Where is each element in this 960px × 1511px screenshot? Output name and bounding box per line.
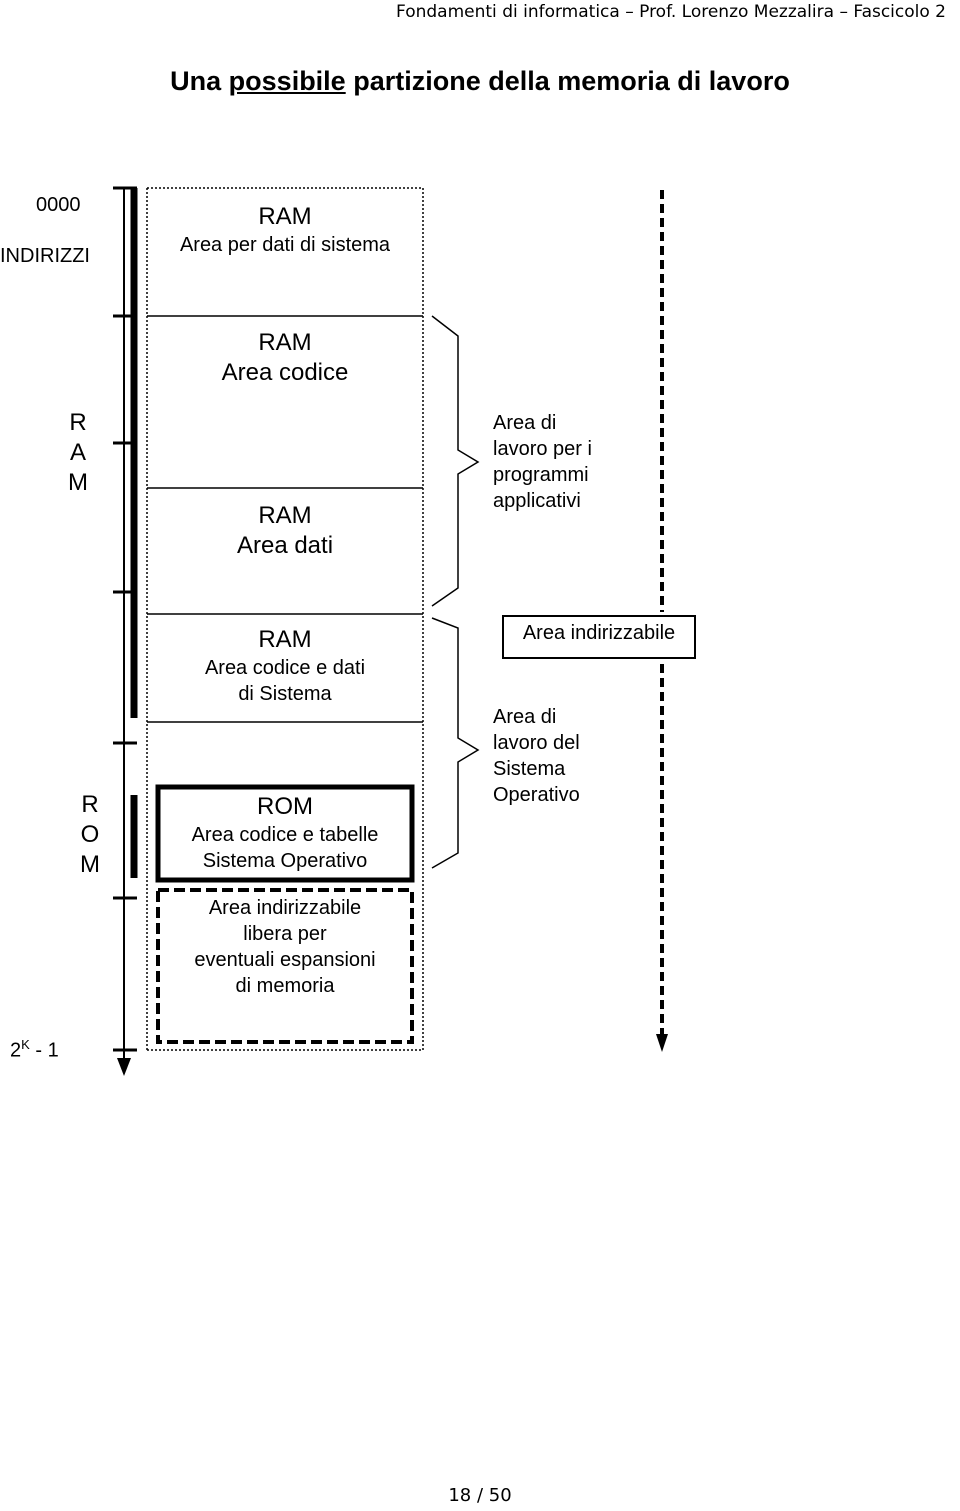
addressable-area-box: Area indirizzabile — [502, 615, 696, 659]
page-number: 18 / 50 — [448, 1485, 512, 1506]
address-axis-label: INDIRIZZI — [0, 245, 90, 267]
address-axis-arrow-icon — [117, 1058, 131, 1076]
block-free-area: Area indirizzabile libera per eventuali espansioni di memoria — [194, 897, 376, 997]
page-header: Fondamenti di informatica – Prof. Lorenzo Mezzalira – Fascicolo 2 — [396, 2, 946, 22]
block-data: RAM Area dati — [236, 502, 334, 559]
app-area-brace — [432, 316, 478, 606]
os-work-area-label: Area di lavoro del Sistema Operativo — [493, 706, 580, 806]
block-code: RAM Area codice — [221, 329, 349, 386]
end-address: $2^K - 1$ — [10, 1037, 59, 1062]
page-title: Una possibile partizione della memoria di lavoro — [170, 66, 790, 96]
rom-zone-label: R O M — [80, 791, 100, 878]
ram-zone-label: R A M — [68, 409, 88, 496]
block-os-rom: ROM Area codice e tabelle Sistema Operativo — [191, 793, 379, 872]
addressable-arrow-icon — [656, 1034, 668, 1052]
block-os-ram: RAM Area codice e dati di Sistema — [204, 626, 366, 705]
app-work-area-label: Area di lavoro per i programmi applicativi — [493, 412, 592, 512]
start-address: 0000 — [36, 194, 81, 216]
os-area-brace — [432, 618, 478, 868]
block-system-data: RAM Area per dati di sistema — [179, 203, 391, 256]
